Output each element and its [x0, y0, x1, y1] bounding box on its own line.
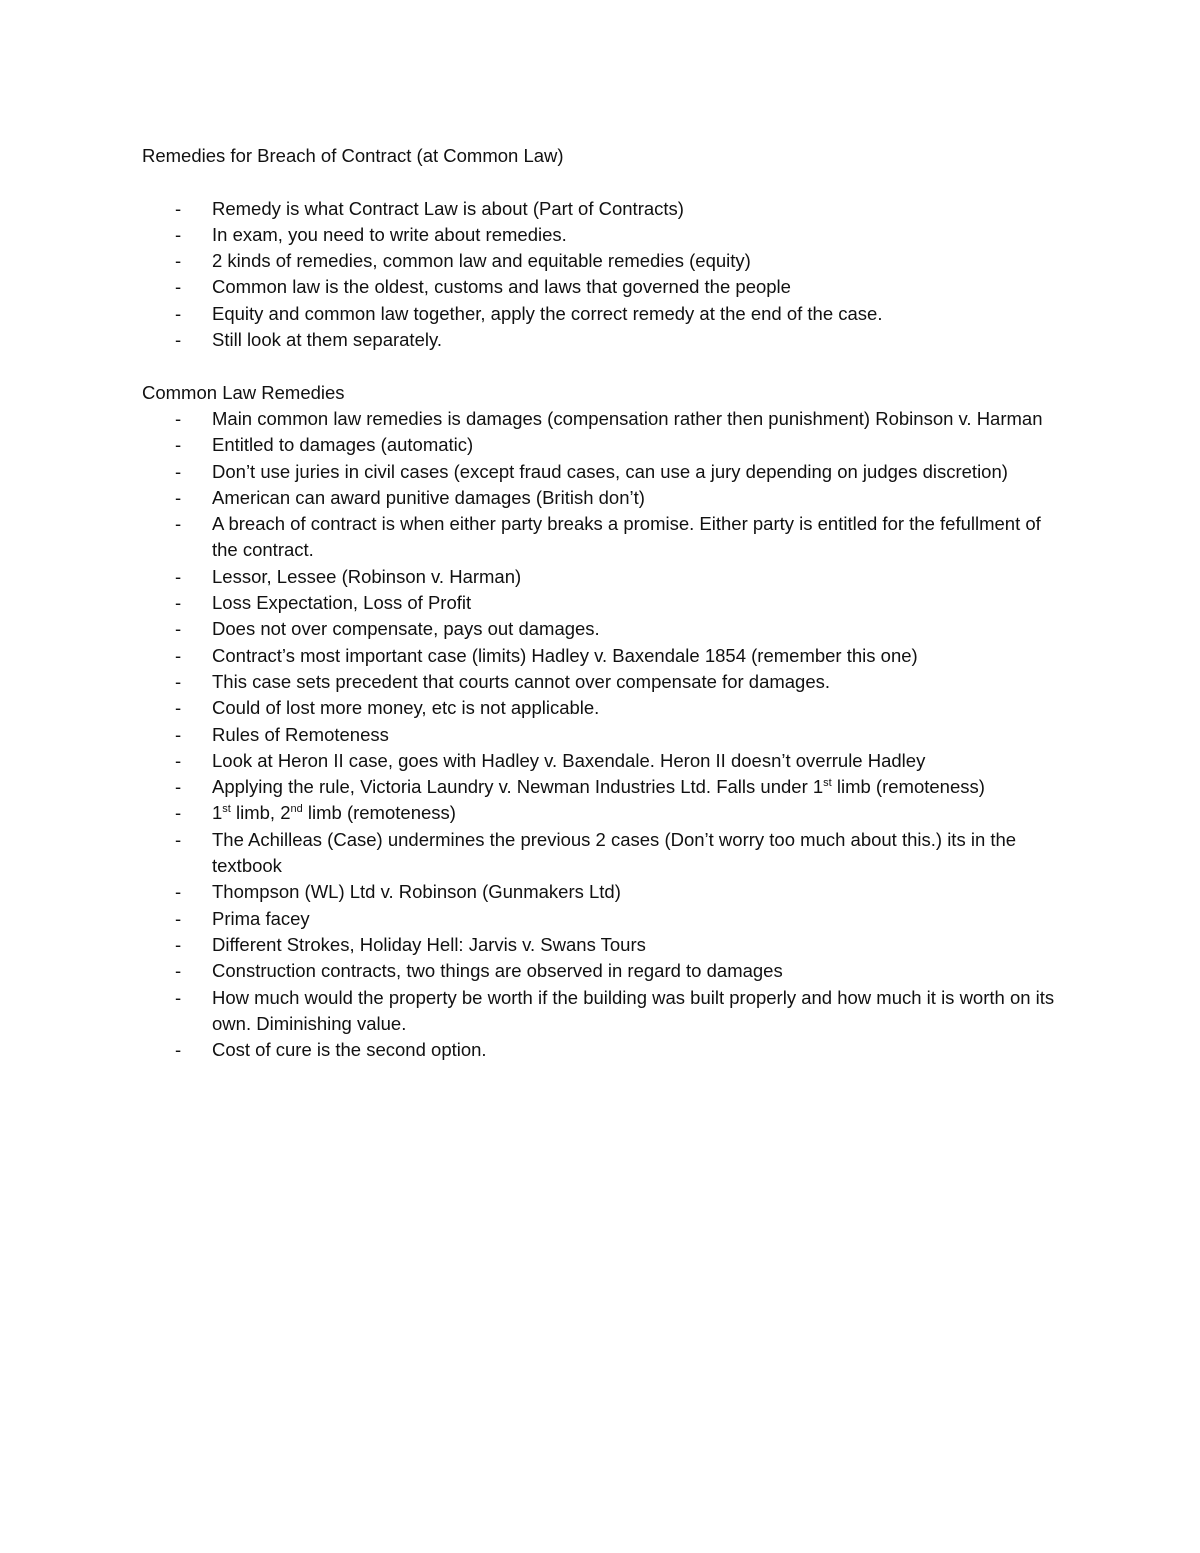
list-item [142, 196, 1062, 222]
list-item [142, 432, 1062, 458]
list-item-text: Different Strokes, Holiday Hell: Jarvis v. Swans Tours [212, 933, 646, 955]
list-item-text: A breach of contract is when either party breaks a promise. Either party is entitled for the fefullment of the contract. [212, 513, 1041, 561]
ordinal-suffix: st [823, 776, 832, 789]
list-item-text: In exam, you need to write about remedies. [212, 223, 567, 245]
list-item-text: This case sets precedent that courts cannot over compensate for damages. [212, 670, 831, 692]
dash-marker: - [175, 749, 182, 771]
list-item [142, 985, 1062, 1038]
list-item [142, 248, 1062, 274]
victoria-text-after: limb (remoteness) [831, 776, 985, 798]
dash-marker: - [175, 592, 182, 614]
list-item-text: Don’t use juries in civil cases (except fraud cases, can use a jury depending on judges discretion) [212, 460, 1008, 482]
ordinal-suffix: st [222, 803, 231, 816]
dash-marker: - [175, 302, 182, 324]
dash-marker: - [175, 881, 182, 903]
dash-marker: - [175, 329, 182, 351]
dash-marker: - [175, 802, 182, 824]
list-item-text: Still look at them separately. [212, 329, 442, 351]
dash-marker: - [175, 407, 182, 429]
list-item-text: Entitled to damages (automatic) [212, 434, 474, 456]
list-item-text: Lessor, Lessee (Robinson v. Harman) [212, 565, 522, 587]
list-item [142, 774, 1062, 800]
list-item-text: How much would the property be worth if the building was built properly and how much it is worth on its own. Diminishing value. [212, 986, 1055, 1034]
limbs-part-3: limb (remoteness) [302, 802, 456, 824]
list-item [142, 485, 1062, 511]
list-item-text: Remedy is what Contract Law is about (Part of Contracts) [212, 197, 684, 219]
list-item-text: Loss Expectation, Loss of Profit [212, 592, 472, 614]
list-item-text: The Achilleas (Case) undermines the previous 2 cases (Don’t worry too much about this.) its in the textbook [212, 828, 1017, 877]
list-item [142, 590, 1062, 616]
limbs-part-1: 1 [212, 802, 223, 824]
list-item [142, 1037, 1062, 1063]
document-title: Remedies for Breach of Contract (at Common Law) [142, 145, 564, 166]
list-item [142, 222, 1062, 248]
list-item-text: Construction contracts, two things are observed in regard to damages [212, 960, 783, 982]
dash-marker: - [175, 960, 182, 982]
dash-marker: - [175, 197, 182, 219]
list-item [142, 827, 1062, 880]
dash-marker: - [175, 276, 182, 298]
dash-marker: - [175, 670, 182, 692]
list-item-text: Prima facey [212, 907, 310, 929]
dash-marker: - [175, 697, 182, 719]
limbs-part-2: limb, 2 [230, 802, 291, 824]
list-item [142, 327, 1062, 353]
list-item-text [212, 776, 985, 797]
dash-marker: - [175, 250, 182, 272]
list-item [142, 274, 1062, 300]
list-item [142, 669, 1062, 695]
list-item [142, 301, 1062, 327]
dash-marker: - [175, 1039, 182, 1061]
dash-marker: - [175, 933, 182, 955]
dash-marker: - [175, 223, 182, 245]
list-item [142, 748, 1062, 774]
list-item [142, 459, 1062, 485]
section-heading: Common Law Remedies [142, 381, 345, 403]
dash-marker: - [175, 644, 182, 666]
dash-marker: - [175, 565, 182, 587]
list-item [142, 616, 1062, 642]
list-item-text: Look at Heron II case, goes with Hadley v. Baxendale. Heron II doesn’t overrule Hadley [212, 749, 926, 771]
list-item-text: Contract’s most important case (limits) Hadley v. Baxendale 1854 (remember this one) [212, 644, 918, 666]
common-law-remedies-list [142, 406, 1062, 1063]
list-item [142, 958, 1062, 984]
dash-marker: - [175, 907, 182, 929]
dash-marker: - [175, 828, 182, 850]
spacer [142, 169, 1062, 195]
list-item [142, 800, 1062, 826]
list-item [142, 879, 1062, 905]
dash-marker: - [175, 460, 182, 482]
dash-marker: - [175, 513, 182, 535]
list-item [142, 406, 1062, 432]
dash-marker: - [175, 776, 182, 798]
list-item-text: Common law is the oldest, customs and laws that governed the people [212, 276, 791, 298]
list-item-text: Does not over compensate, pays out damages. [212, 618, 600, 640]
victoria-text-before: Applying the rule, Victoria Laundry v. Newman Industries Ltd. Falls under 1 [212, 776, 824, 798]
dash-marker: - [175, 618, 182, 640]
list-item-text [212, 802, 456, 823]
list-item-text: Equity and common law together, apply the correct remedy at the end of the case. [212, 302, 883, 324]
list-item-text: 2 kinds of remedies, common law and equitable remedies (equity) [212, 250, 751, 272]
document-body [142, 143, 1062, 1063]
list-item [142, 695, 1062, 721]
list-item [142, 511, 1062, 564]
dash-marker: - [175, 434, 182, 456]
list-item [142, 564, 1062, 590]
dash-marker: - [175, 723, 182, 745]
list-item-text: Rules of Remoteness [212, 723, 389, 745]
dash-marker: - [175, 986, 182, 1008]
spacer [142, 353, 1062, 379]
list-item-text: American can award punitive damages (British don’t) [212, 486, 645, 508]
list-item [142, 932, 1062, 958]
list-item-text: Thompson (WL) Ltd v. Robinson (Gunmakers Ltd) [212, 881, 621, 903]
list-item-text: Main common law remedies is damages (compensation rather then punishment) Robinson v. Harman [212, 407, 1043, 429]
list-item [142, 722, 1062, 748]
list-item [142, 643, 1062, 669]
list-item [142, 906, 1062, 932]
intro-list [142, 196, 1062, 354]
list-item-text: Cost of cure is the second option. [212, 1039, 487, 1061]
ordinal-suffix: nd [290, 803, 303, 816]
list-item-text: Could of lost more money, etc is not applicable. [212, 697, 600, 719]
dash-marker: - [175, 486, 182, 508]
